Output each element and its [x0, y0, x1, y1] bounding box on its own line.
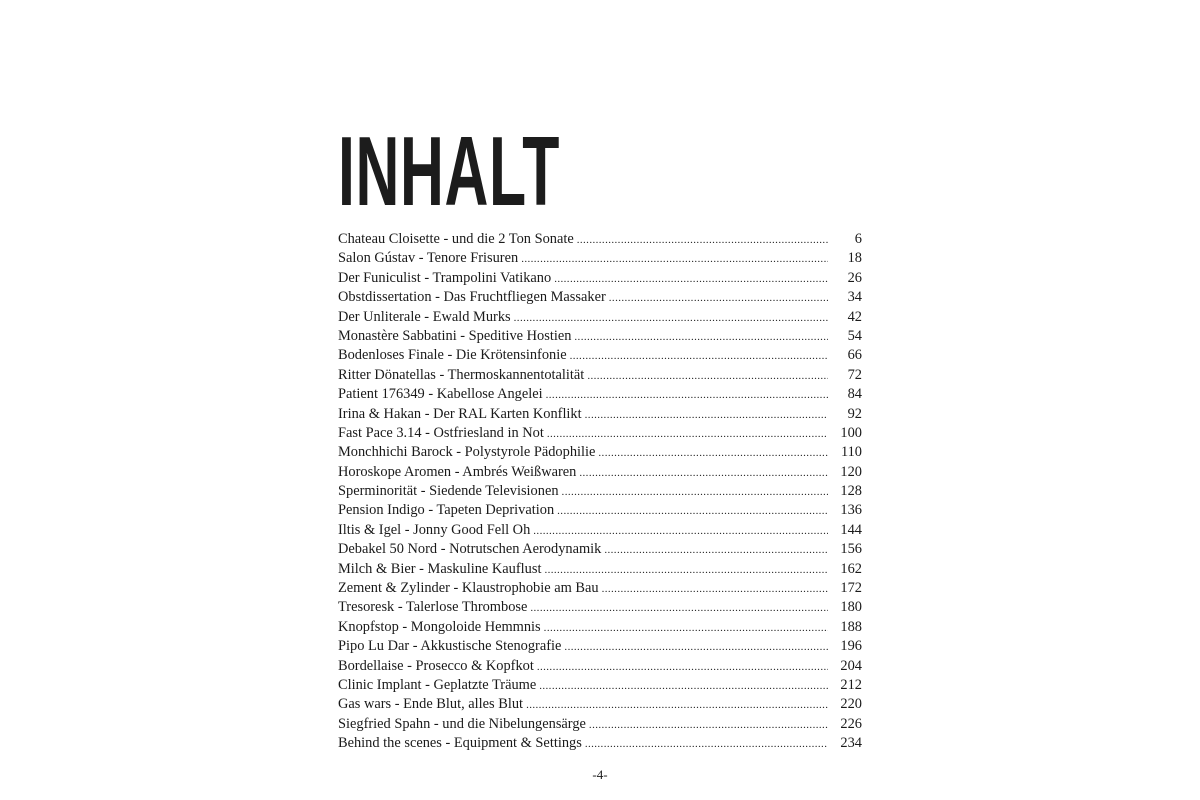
toc-dot-leader: [547, 425, 828, 444]
toc-entry-page: 220: [840, 696, 862, 713]
toc-dot-leader: [544, 561, 828, 580]
toc-entry-page: 42: [847, 308, 862, 325]
toc-entry-title: Monastère Sabbatini - Speditive Hostien: [338, 327, 572, 344]
toc-entry-page: 84: [847, 386, 862, 403]
toc-entry: [338, 540, 862, 559]
toc-dot-leader: [564, 638, 828, 657]
toc-entry-title: Gas wars - Ende Blut, alles Blut: [338, 696, 524, 713]
toc-entry: [338, 327, 862, 346]
toc-dot-leader: [557, 502, 828, 521]
toc-entry: [338, 463, 862, 482]
toc-entry: [338, 308, 862, 327]
toc-entry-page: 18: [847, 250, 862, 267]
toc-entry: [338, 385, 862, 404]
toc-entry-title: Clinic Implant - Geplatzte Träume: [338, 676, 537, 693]
toc-dot-leader: [539, 677, 828, 696]
toc-entry-title: Bodenloses Finale - Die Krötensinfonie: [338, 347, 567, 364]
toc-dot-leader: [585, 406, 828, 425]
toc-entry-title: Der Unliterale - Ewald Murks: [338, 308, 511, 325]
toc-entry: [338, 560, 862, 579]
toc-entry-title: Irina & Hakan - Der RAL Karten Konflikt: [338, 405, 582, 422]
toc-entry-page: 136: [840, 502, 862, 519]
toc-entry-title: Ritter Dönatellas - Thermoskannentotalität: [338, 366, 585, 383]
toc-entry: [338, 482, 862, 501]
toc-dot-leader: [598, 444, 828, 463]
toc-entry: [338, 715, 862, 734]
toc-entry-page: 34: [847, 289, 862, 306]
toc-dot-leader: [577, 231, 828, 250]
toc-entry-page: 172: [840, 580, 862, 597]
toc-entry-page: 26: [847, 269, 862, 286]
toc-entry-title: Monchhichi Barock - Polystyrole Pädophilie: [338, 444, 596, 461]
toc-entry: [338, 269, 862, 288]
toc-entry-page: 162: [840, 560, 862, 577]
toc-dot-leader: [533, 522, 828, 541]
toc-entry: [338, 695, 862, 714]
toc-dot-leader: [602, 580, 828, 599]
toc-entry-page: 180: [840, 599, 862, 616]
toc-dot-leader: [589, 716, 828, 735]
toc-entry-title: Patient 176349 - Kabellose Angelei: [338, 386, 543, 403]
toc-entry-title: Zement & Zylinder - Klaustrophobie am Bau: [338, 580, 599, 597]
page-number: -4-: [592, 767, 608, 782]
toc-entry-title: Bordellaise - Prosecco & Kopfkot: [338, 657, 534, 674]
toc-entry-title: Sperminorität - Siedende Televisionen: [338, 483, 559, 500]
toc-entry-page: 6: [854, 231, 862, 247]
toc-entry: [338, 288, 862, 307]
toc-dot-leader: [562, 483, 828, 502]
toc-entry: [338, 618, 862, 637]
toc-entry: [338, 676, 862, 695]
toc-entry: [338, 637, 862, 656]
toc-entry: [338, 346, 862, 365]
toc-entry-page: 188: [840, 618, 862, 635]
toc-entry: [338, 579, 862, 598]
toc-entry-title: Salon Gústav - Tenore Frisuren: [338, 250, 519, 267]
toc-dot-leader: [526, 696, 828, 715]
toc-dot-leader: [587, 367, 828, 386]
toc-entry: [338, 443, 862, 462]
toc-dot-leader: [514, 309, 828, 328]
toc-entry-page: 120: [840, 463, 862, 480]
toc-entry-title: Siegfried Spahn - und die Nibelungensärge: [338, 715, 586, 732]
toc-entry: [338, 657, 862, 676]
toc-entry-page: 66: [847, 347, 862, 364]
toc-dot-leader: [530, 599, 828, 618]
toc-entry-page: 92: [847, 405, 862, 422]
toc-entry-title: Debakel 50 Nord - Notrutschen Aerodynamik: [338, 541, 602, 558]
toc-dot-leader: [570, 347, 828, 366]
toc-entry-title: Iltis & Igel - Jonny Good Fell Oh: [338, 521, 531, 538]
toc-entry-page: 54: [847, 327, 862, 344]
toc-entry-title: Knopfstop - Mongoloide Hemmnis: [338, 618, 541, 635]
toc-dot-leader: [546, 386, 828, 405]
toc-entry-page: 72: [847, 366, 862, 383]
toc-entry: [338, 249, 862, 268]
toc-entry-page: 212: [840, 676, 862, 693]
page-title: INHALT: [338, 116, 560, 226]
toc-entry: [338, 230, 862, 249]
toc-entry: [338, 366, 862, 385]
toc-dot-leader: [521, 250, 828, 269]
toc-dot-leader: [537, 658, 828, 677]
toc-dot-leader: [579, 464, 828, 483]
toc-entry-title: Horoskope Aromen - Ambrés Weißwaren: [338, 463, 577, 480]
toc-entry-page: 226: [840, 715, 862, 732]
toc-entry-page: 100: [840, 424, 862, 441]
toc-entry-title: Fast Pace 3.14 - Ostfriesland in Not: [338, 424, 544, 441]
toc-dot-leader: [544, 619, 828, 638]
toc-dot-leader: [609, 289, 828, 308]
toc-entry-title: Milch & Bier - Maskuline Kauflust: [338, 560, 542, 577]
toc-entry-title: Tresoresk - Talerlose Thrombose: [338, 599, 528, 616]
toc-entry-title: Behind the scenes - Equipment & Settings: [338, 735, 582, 752]
toc-entry-title: Der Funiculist - Trampolini Vatikano: [338, 269, 552, 286]
toc-entry: [338, 734, 862, 753]
table-of-contents: [338, 230, 862, 754]
toc-entry: [338, 598, 862, 617]
toc-entry-page: 196: [840, 638, 862, 655]
toc-dot-leader: [574, 328, 828, 347]
toc-entry-page: 156: [840, 541, 862, 558]
toc-entry: [338, 405, 862, 424]
toc-dot-leader: [585, 735, 828, 754]
toc-entry: [338, 521, 862, 540]
toc-entry-page: 204: [840, 657, 862, 674]
toc-entry-page: 110: [840, 444, 862, 461]
toc-entry-title: Chateau Cloisette - und die 2 Ton Sonate: [338, 231, 574, 247]
toc-entry-title: Pension Indigo - Tapeten Deprivation: [338, 502, 555, 519]
toc-entry-page: 128: [840, 483, 862, 500]
toc-entry-title: Pipo Lu Dar - Akkustische Stenografie: [338, 638, 562, 655]
toc-entry-page: 144: [840, 521, 862, 538]
toc-entry: [338, 424, 862, 443]
toc-dot-leader: [604, 541, 828, 560]
toc-dot-leader: [554, 270, 828, 289]
toc-entry-title: Obstdissertation - Das Fruchtfliegen Massaker: [338, 289, 606, 306]
toc-entry: [338, 501, 862, 520]
toc-entry-page: 234: [840, 735, 862, 752]
